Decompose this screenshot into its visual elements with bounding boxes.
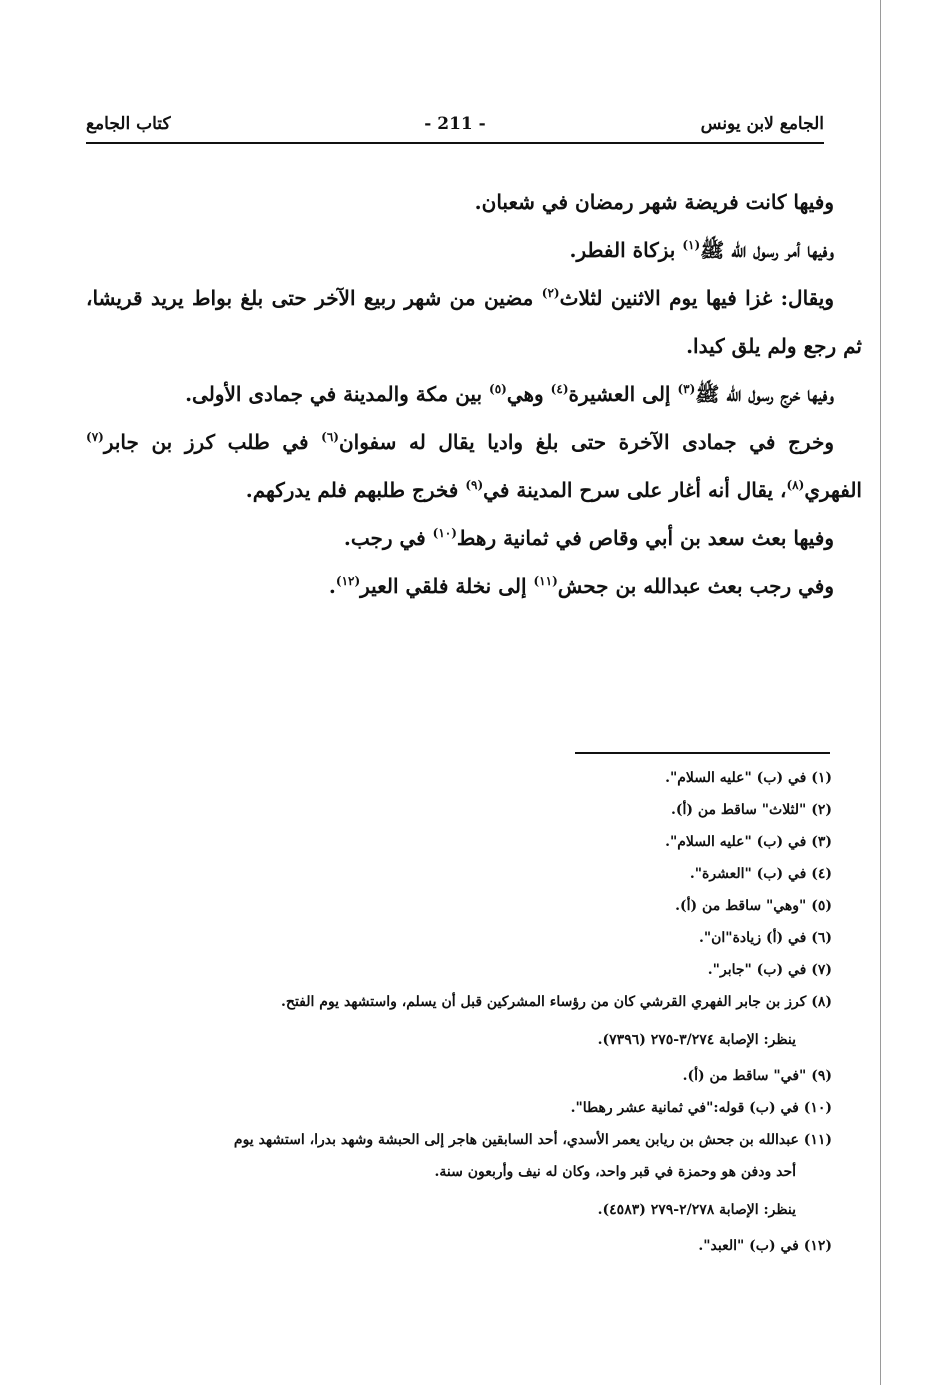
footnote-ref: (٩): [465, 478, 484, 492]
running-header: [86, 112, 824, 144]
text-span: .: [328, 574, 336, 598]
header-book-title: الجامع لابن يونس: [700, 114, 824, 134]
text-span: في طلب كرز بن جابر: [103, 430, 322, 454]
header-chapter-title: كتاب الجامع: [86, 114, 171, 134]
footnote-8-reference: ينظر: الإصابة ٣/٢٧٤-٢٧٥ (٧٣٩٦).: [597, 1032, 796, 1048]
text-span: وهي: [506, 382, 551, 406]
footnote-8: (٨) كرز بن جابر الفهري القرشي كان من رؤساء المشركين قبل أن يسلم، واستشهد يوم الفتح.: [281, 994, 832, 1010]
footnote-7: (٧) في (ب) "جابر".: [707, 962, 832, 978]
paragraph-2: [86, 226, 862, 274]
text-span: وفيها بعث سعد بن أبي وقاص في ثمانية رهط: [456, 526, 834, 550]
footnote-ref: (١): [682, 238, 701, 252]
footnote-ref: (٢): [541, 286, 560, 300]
text-span: وفيها أمر رسول الله ﷺ: [700, 238, 834, 262]
text-span: بين مكة والمدينة في جمادى الأولى.: [185, 382, 489, 406]
text-span: إلى نخلة فلقي العير: [360, 574, 534, 598]
footnote-1: (١) في (ب) "عليه السلام".: [665, 770, 832, 786]
footnote-9: (٩) "في" ساقط من (أ).: [682, 1068, 832, 1084]
footnote-6: (٦) في (أ) زيادة"ان".: [698, 930, 832, 946]
footnote-ref: (٦): [321, 430, 339, 444]
footnotes: [72, 762, 832, 1262]
text-span: مضين من شهر ربيع الآخر حتى بلغ بواط يريد قريشا، ثم رجع ولم يلق كيدا.: [86, 286, 862, 358]
footnote-separator: [575, 752, 830, 754]
text-span: الفهري: [804, 478, 862, 502]
footnote-ref: (٧): [86, 430, 104, 444]
paragraph-5: [86, 418, 862, 514]
main-text: [86, 178, 862, 610]
footnote-ref: (١٠): [432, 526, 457, 540]
paragraph-6: [86, 514, 862, 562]
footnote-ref: (٨): [786, 478, 805, 492]
footnote-3: (٣) في (ب) "عليه السلام".: [665, 834, 832, 850]
paragraph-1: وفيها كانت فريضة شهر رمضان في شعبان.: [474, 190, 834, 214]
footnote-ref: (١٢): [335, 574, 361, 588]
footnote-11-continuation: أحد ودفن هو وحمزة في قبر واحد، وكان له نيف وأربعون سنة.: [434, 1164, 796, 1180]
text-span: بزكاة الفطر.: [569, 238, 683, 262]
paragraph-7: [86, 562, 862, 610]
footnote-ref: (٣): [677, 382, 696, 396]
text-span: وفيها خرج رسول الله ﷺ: [695, 382, 834, 406]
text-span: إلى العشيرة: [568, 382, 678, 406]
footnote-10: (١٠) في (ب) قوله:"في ثمانية عشر رهطا".: [570, 1100, 832, 1116]
text-span: وخرج في جمادى الآخرة حتى بلغ واديا يقال له سفوان: [338, 430, 834, 454]
text-span: وفي رجب بعث عبدالله بن جحش: [557, 574, 834, 598]
footnote-12: (١٢) في (ب) "العبد".: [698, 1238, 832, 1254]
footnote-ref: (١١): [533, 574, 558, 588]
paragraph-4: [86, 370, 862, 418]
text-span: ، يقال أنه أغار على سرح المدينة في: [483, 478, 787, 502]
footnote-ref: (٤): [550, 382, 569, 396]
footnote-4: (٤) في (ب) "العشرة".: [689, 866, 832, 882]
paragraph-3: [86, 274, 862, 370]
page-number: - 211 -: [424, 114, 486, 134]
text-span: في رجب.: [343, 526, 433, 550]
footnote-11: (١١) عبدالله بن جحش بن ريابن يعمر الأسدي، أحد السابقين هاجر إلى الحبشة وشهد بدرا، استشهد يوم: [233, 1132, 832, 1148]
footnote-5: (٥) "وهي" ساقط من (أ).: [675, 898, 832, 914]
footnote-11-reference: ينظر: الإصابة ٢/٢٧٨-٢٧٩ (٤٥٨٣).: [597, 1202, 796, 1218]
page-edge-line: [880, 0, 881, 1385]
footnote-ref: (٥): [489, 382, 507, 396]
footnote-2: (٢) "لثلاث" ساقط من (أ).: [670, 802, 832, 818]
text-span: فخرج طلبهم فلم يدركهم.: [245, 478, 466, 502]
text-span: ويقال: غزا فيها يوم الاثنين لثلاث: [559, 286, 834, 310]
